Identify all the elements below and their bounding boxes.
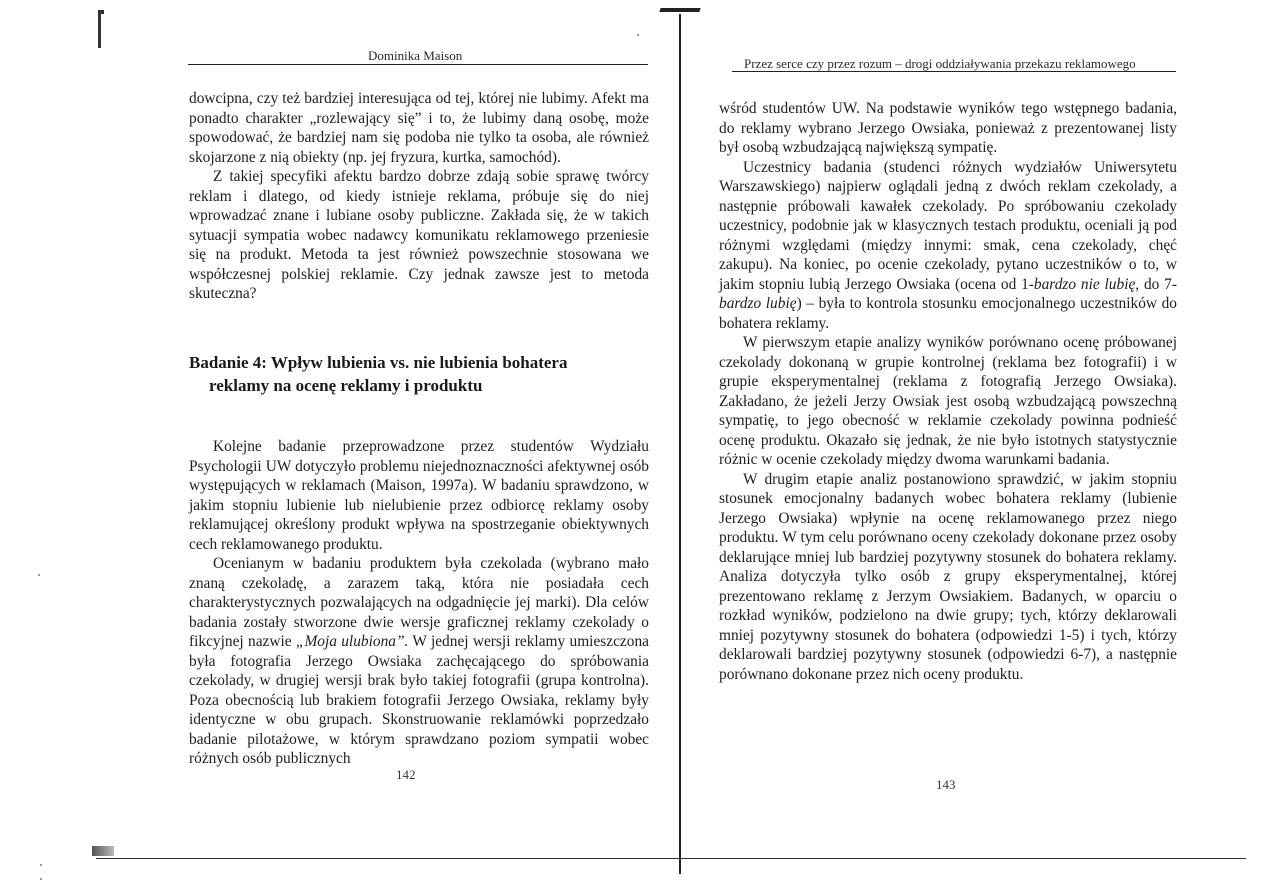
page-number-right: 143 [936,777,956,792]
product-name: „Moja ulubiona”. [295,633,409,650]
paragraph: dowcipna, czy też bardziej interesująca od tej, której nie lubimy. Afekt ma ponadto charakter „rozlewający się” i to, że lubimy daną osobę, może spowodować, że bardziej nam się podoba nie tylko ta osoba, ale również skojarzone z nią obiekty (np. jej fryzura, kurtka, samochód). [189,90,649,166]
paragraph: Kolejne badanie przeprowadzone przez studentów Wydziału Psychologii UW dotyczyło problemu niejednoznaczności afektywnej osób występujących w reklamach (Maison, 1997a). W badaniu sprawdzono, w jakim stopniu lubienie lub nielubienie przez odbiorcę reklamy osoby reklamującej określony produkt wpływa na spostrzeganie obiektywnych cech reklamowanego produktu. [189,438,649,553]
paragraph: W pierwszym etapie analizy wyników porównano ocenę próbowanej czekolady dokonaną w grupie kontrolnej (reklama bez fotografii) i w grupie eksperymentalnej (reklama z fotografią Jerzego Owsiaka). Zakładano, że jeżeli Jerzy Owsiak jest osobą wzbudzającą powszechną sympatię, to jego obecność w reklamie czekolady powinna podnieść ocenę produktu. Okazało się jednak, że nie było istotnych statystycznie różnic w ocenie czekolady między dwoma warunkami badania. [719,334,1177,468]
right-page [672,0,1262,894]
paragraph-method [719,158,1177,334]
paragraph: W drugim etapie analiz postanowiono sprawdzić, w jakim stopniu stosunek emocjonalny badanych wobec bohatera reklamy (lubienie Jerzego Owsiaka) wpłynie na ocenę reklamowanego przez niego produktu. W tym celu porównano oceny czekolady dokonane przez osoby deklarujące mniej lub bardziej pozytywny stosunek do bohatera reklamy. Analiza dotyczyła tylko osób z grupy eksperymentalnej, której prezentowano reklamę z Jerzym Owsiakiem. Badanych, w oparciu o rozkład wyników, podzielono na dwie grupy; tych, którzy deklarowali mniej pozytywny stosunek do bohatera (odpowiedzi 1-5) i tych, którzy deklarowali bardziej pozytywny stosunek (odpowiedzi 6-7), a następnie porównano dokonane przez nich oceny produktu. [719,470,1177,683]
section-heading [189,351,649,397]
scale-anchor-high: bardzo lubię [719,295,797,312]
header-rule [188,64,648,65]
header-rule [732,71,1176,72]
running-head-author: Dominika Maison [368,48,463,63]
section-heading-line-1: Badanie 4: Wpływ lubienia vs. nie lubienia bohatera [189,353,568,372]
right-text-block [719,99,1177,684]
paragraph-product [189,554,649,769]
text-run: Uczestnicy badania (studenci różnych wydziałów Uniwersytetu Warszawskiego) najpierw oglądali jedną z dwóch reklam czekolady, a następnie próbowali kawałek czekolady. Po spróbowaniu czekolady uczestnicy, podobnie jak w klasycznych testach produktu, oceniali ją pod różnymi względami (między innymi: smak, cena czekolady, chęć zakupu). Na koniec, po ocenie czekolady, pytano uczestników o to, w jakim stopniu lubią Jerzego Owsiaka (ocena od 1- [719,158,1177,293]
paragraph: wśród studentów UW. Na podstawie wyników tego wstępnego badania, do reklamy wybrano Jerzego Owsiaka, ponieważ z prezentowanej listy był osobą wzbudzającą największą sympatię. [719,100,1177,156]
running-head-title: Przez serce czy przez rozum – drogi oddziaływania przekazu reklamowego [744,56,1136,71]
left-text-block-2 [189,437,649,769]
text-run: ) – była to kontrola stosunku emocjonalnego uczestników do bohatera reklamy. [719,295,1177,332]
section-heading-line-2: reklamy na ocenę reklamy i produktu [209,376,483,395]
text-run: , do 7- [1135,275,1177,293]
scale-anchor-low: bardzo nie lubię [1033,275,1136,293]
left-text-block-1 [189,89,649,304]
page-number-left: 142 [396,767,416,782]
paragraph: Z takiej specyfiki afektu bardzo dobrze zdają sobie sprawę twórcy reklam i dlatego, od kiedy istnieje reklama, próbuje się do niej wprowadzać znane i lubiane osoby publiczne. Zakłada się, że w takich sytuacji sympatia wobec nadawcy komunikatu reklamowego przeniesie się na produkt. Metoda ta jest również powszechnie stosowana we współczesnej polskiej reklamie. Czy jednak zawsze jest to metoda skuteczna? [189,168,649,302]
text-run: Ocenianym w badaniu produktem była czekolada (wybrano mało znaną czekoladę, a zarazem taką, która nie posiadała cech charakterystycznych pozwalających na odgadnięcie jej marki). Dla celów badania zostały stworzone dwie wersje graficznej reklamy czekolady o fikcyjnej nazwie [189,555,649,650]
text-run: W jednej wersji reklamy umieszczona była fotografia Jerzego Owsiaka zachęcającego do spróbowania czekolady, w drugiej wersji brak było takiej fotografii (grupa kontrolna). Poza obecnością lub brakiem fotografii Jerzego Owsiaka, reklamy były identyczne w obu grupach. Skonstruowanie reklamówki poprzedzało badanie pilotażowe, w którym sprawdzano poziom sympatii wobec różnych osób publicznych [189,633,649,767]
